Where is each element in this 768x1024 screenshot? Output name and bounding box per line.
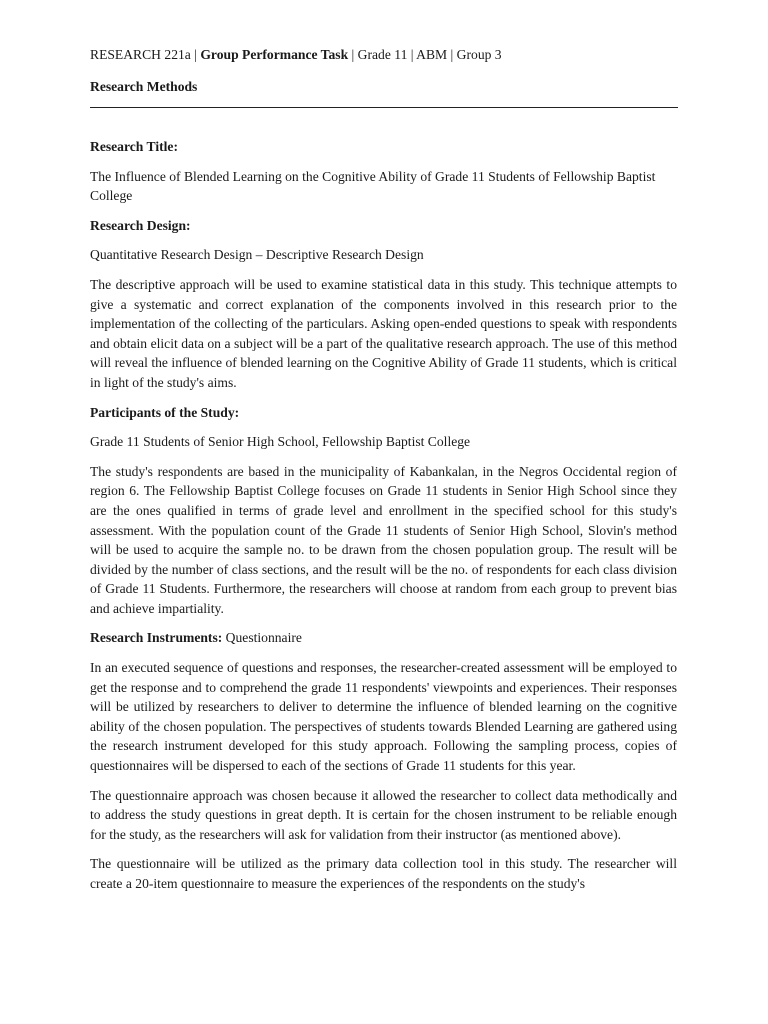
- research-design-heading: Research Design:: [90, 217, 191, 233]
- task-name: Group Performance Task: [200, 47, 349, 62]
- header-divider: [90, 107, 678, 108]
- document-header: [90, 45, 502, 65]
- research-title-text: The Influence of Blended Learning on the Cognitive Ability of Grade 11 Students of Fellowship Baptist College: [90, 168, 656, 204]
- research-instruments-line: [90, 628, 677, 648]
- document-body: [90, 137, 677, 894]
- research-instruments-value: Questionnaire: [222, 630, 302, 646]
- strand: ABM: [416, 47, 448, 62]
- course-code: RESEARCH 221a: [90, 47, 191, 62]
- research-title-heading: Research Title:: [90, 139, 178, 154]
- participants-heading: Participants of the Study:: [90, 404, 240, 420]
- header-separator: |: [447, 47, 457, 62]
- participants-line: Grade 11 Students of Senior High School, Fellowship Baptist College: [90, 434, 471, 450]
- instruments-paragraph-3: The questionnaire will be utilized as the primary data collection tool in this study. The researcher will create a 20-item questionnaire to measure the experiences of the respondents on the study's: [90, 856, 677, 891]
- research-design-paragraph: The descriptive approach will be used to examine statistical data in this study. This technique attempts to give a systematic and correct explanation of the components involved in this research prior to the implementation of the collecting of the particulars. Asking open-ended questions to speak with respondents and obtain elicit data on a subject will be a part of the qualitative research approach. The use of this method will reveal the influence of blended learning on the Cognitive Ability of Grade 11 students, which is critical in light of the study's aims.: [90, 276, 677, 390]
- header-separator: |: [348, 47, 358, 62]
- group-number: Group 3: [456, 47, 502, 62]
- header-separator: |: [190, 47, 201, 62]
- instruments-paragraph-2: The questionnaire approach was chosen because it allowed the researcher to collect data methodically and to address the study questions in great depth. It is certain for the chosen instrument to be reliable enough for the study, as the researchers will ask for validation from their instructor (as mentioned above).: [90, 787, 677, 842]
- instruments-paragraph-1: In an executed sequence of questions and responses, the researcher-created assessment will be employed to get the response and to comprehend the grade 11 respondents' viewpoints and experiences. Their responses will be utilized by researchers to deliver to determine the influence of blended learning on the cognitive ability of the chosen population. The perspectives of students towards Blended Learning are gathered using the research instrument developed for this study approach. Following the sampling process, copies of questionnaires will be dispersed to each of the sections of Grade 11 students for this year.: [90, 660, 677, 774]
- document-subheader: Research Methods: [90, 79, 198, 94]
- participants-paragraph: The study's respondents are based in the municipality of Kabankalan, in the Negros Occidental region of region 6. The Fellowship Baptist College focuses on Grade 11 students in Senior High School since they are the ones qualified in terms of grade level and enrollment in the specified school for this study's assessment. With the population count of the Grade 11 students of Senior High School, Slovin's method will be used to acquire the sample no. to be drawn from the chosen population group. The result will be divided by the number of class sections, and the result will be the no. of respondents for each class division of Grade 11 Students. Furthermore, the researchers will choose at random from each group to prevent bias and achieve impartiality.: [90, 463, 677, 616]
- research-instruments-heading: Research Instruments:: [90, 630, 223, 646]
- grade-level: Grade 11: [357, 47, 408, 62]
- research-design-type: Quantitative Research Design – Descriptive Research Design: [90, 247, 424, 263]
- header-separator: |: [407, 47, 417, 62]
